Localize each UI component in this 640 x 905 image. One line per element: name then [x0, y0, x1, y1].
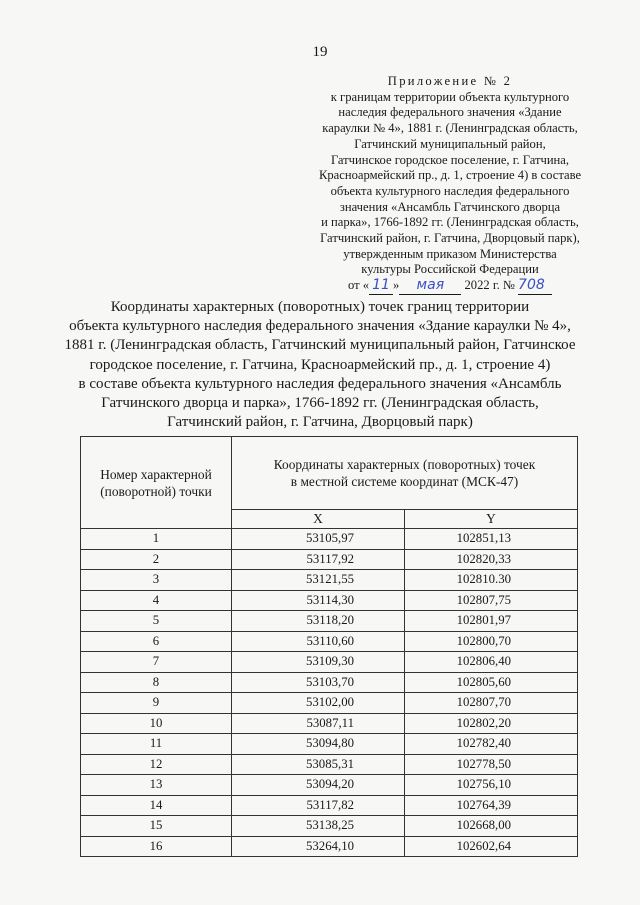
table-row [81, 693, 578, 714]
x-coordinate-cell: 53118,20 [232, 611, 405, 632]
x-coordinate-cell: 53138,25 [232, 816, 405, 837]
point-number-cell: 2 [81, 549, 232, 570]
table-row [81, 713, 578, 734]
table-row [81, 570, 578, 591]
table-row [81, 611, 578, 632]
point-number-cell: 5 [81, 611, 232, 632]
x-coordinate-cell: 53117,92 [232, 549, 405, 570]
appendix-line: Красноармейский пр., д. 1, строение 4) в составе [318, 168, 582, 183]
header-coordinates [232, 437, 578, 510]
point-number-cell: 14 [81, 795, 232, 816]
y-coordinate-cell: 102810.30 [405, 570, 578, 591]
title-line: 1881 г. (Ленинградская область, Гатчинский муниципальный район, Гатчинское [64, 337, 576, 354]
x-coordinate-cell: 53110,60 [232, 631, 405, 652]
table-row [81, 549, 578, 570]
document-title [40, 298, 600, 432]
x-coordinate-cell: 53114,30 [232, 590, 405, 611]
handwritten-day: 11 [369, 278, 393, 295]
date-year: 2022 г. № [464, 278, 515, 293]
y-coordinate-cell: 102805,60 [405, 672, 578, 693]
date-prefix: от « [347, 278, 370, 293]
table-row [81, 529, 578, 550]
x-coordinate-cell: 53087,11 [232, 713, 405, 734]
point-number-cell: 10 [81, 713, 232, 734]
title-line: Гатчинского дворца и парка», 1766-1892 гг. (Ленинградская область, [101, 395, 539, 412]
x-coordinate-cell: 53121,55 [232, 570, 405, 591]
table-row [81, 836, 578, 857]
x-coordinate-cell: 53109,30 [232, 652, 405, 673]
date-quote: » [393, 278, 400, 293]
y-coordinate-cell: 102807,70 [405, 693, 578, 714]
header-point-number [81, 437, 232, 529]
x-coordinate-cell: 53094,20 [232, 775, 405, 796]
y-coordinate-cell: 102756,10 [405, 775, 578, 796]
point-number-cell: 1 [81, 529, 232, 550]
appendix-line: к границам территории объекта культурного [330, 89, 570, 104]
coordinates-table-wrap [80, 436, 578, 857]
x-coordinate-cell: 53085,31 [232, 754, 405, 775]
header-coordinates-line: в местной системе координат (МСК-47) [290, 474, 519, 489]
point-number-cell: 16 [81, 836, 232, 857]
title-line: в составе объекта культурного наследия федерального значения «Ансамбль [78, 375, 562, 392]
appendix-block [300, 74, 600, 295]
title-line: Координаты характерных (поворотных) точек границ территории [110, 299, 530, 315]
appendix-line: значения «Ансамбль Гатчинского дворца [339, 199, 561, 214]
y-coordinate-cell: 102851,13 [405, 529, 578, 550]
table-row [81, 652, 578, 673]
handwritten-order-number: 708 [518, 278, 552, 295]
point-number-cell: 11 [81, 734, 232, 755]
point-number-cell: 6 [81, 631, 232, 652]
x-coordinate-cell: 53117,82 [232, 795, 405, 816]
table-row [81, 775, 578, 796]
table-row [81, 795, 578, 816]
table-row [81, 816, 578, 837]
y-coordinate-cell: 102802,20 [405, 713, 578, 734]
point-number-cell: 8 [81, 672, 232, 693]
y-coordinate-cell: 102806,40 [405, 652, 578, 673]
y-coordinate-cell: 102764,39 [405, 795, 578, 816]
handwritten-month: мая [399, 278, 461, 295]
y-coordinate-cell: 102668,00 [405, 816, 578, 837]
x-coordinate-cell: 53103,70 [232, 672, 405, 693]
x-coordinate-cell: 53105,97 [232, 529, 405, 550]
table-row [81, 672, 578, 693]
header-point-number-line: Номер характерной [100, 466, 212, 482]
appendix-line: наследия федерального значения «Здание [338, 105, 562, 120]
y-coordinate-cell: 102820,33 [405, 549, 578, 570]
appendix-line: утвержденным приказом Министерства [343, 246, 557, 261]
title-line: объекта культурного наследия федерального значения «Здание караулки № 4», [69, 318, 571, 335]
page-number: 19 [312, 44, 328, 60]
order-date-line [300, 278, 600, 295]
x-coordinate-cell: 53102,00 [232, 693, 405, 714]
table-row [81, 631, 578, 652]
point-number-cell: 12 [81, 754, 232, 775]
header-coordinates-line: Координаты характерных (поворотных) точек [273, 457, 536, 472]
appendix-line: и парка», 1766-1892 гг. (Ленинградская область, [321, 215, 579, 230]
y-coordinate-cell: 102782,40 [405, 734, 578, 755]
y-coordinate-cell: 102801,97 [405, 611, 578, 632]
point-number-cell: 15 [81, 816, 232, 837]
table-row [81, 590, 578, 611]
appendix-line: караулки № 4», 1881 г. (Ленинградская область, [322, 121, 578, 136]
x-coordinate-cell: 53094,80 [232, 734, 405, 755]
y-coordinate-cell: 102778,50 [405, 754, 578, 775]
header-point-number-line: (поворотной) точки [100, 483, 212, 499]
x-coordinate-cell: 53264,10 [232, 836, 405, 857]
table-row [81, 734, 578, 755]
header-x: X [232, 510, 405, 529]
y-coordinate-cell: 102807,75 [405, 590, 578, 611]
y-coordinate-cell: 102602,64 [405, 836, 578, 857]
appendix-line: Гатчинское городское поселение, г. Гатчина, [330, 152, 570, 167]
header-y: Y [405, 510, 578, 529]
title-line: городское поселение, г. Гатчина, Красноармейский пр., д. 1, строение 4) [89, 356, 551, 373]
point-number-cell: 4 [81, 590, 232, 611]
y-coordinate-cell: 102800,70 [405, 631, 578, 652]
appendix-line: объекта культурного наследия федерального [330, 183, 570, 198]
appendix-line: Гатчинский муниципальный район, [354, 136, 546, 151]
table-row [81, 754, 578, 775]
title-line: Гатчинский район, г. Гатчина, Дворцовый парк) [167, 414, 473, 431]
point-number-cell: 7 [81, 652, 232, 673]
appendix-line: культуры Российской Федерации [361, 262, 539, 277]
appendix-title: Приложение № 2 [387, 74, 513, 88]
point-number-cell: 9 [81, 693, 232, 714]
point-number-cell: 13 [81, 775, 232, 796]
coordinates-table [80, 436, 578, 857]
appendix-line: Гатчинский район, г. Гатчина, Дворцовый парк), [320, 231, 580, 246]
point-number-cell: 3 [81, 570, 232, 591]
